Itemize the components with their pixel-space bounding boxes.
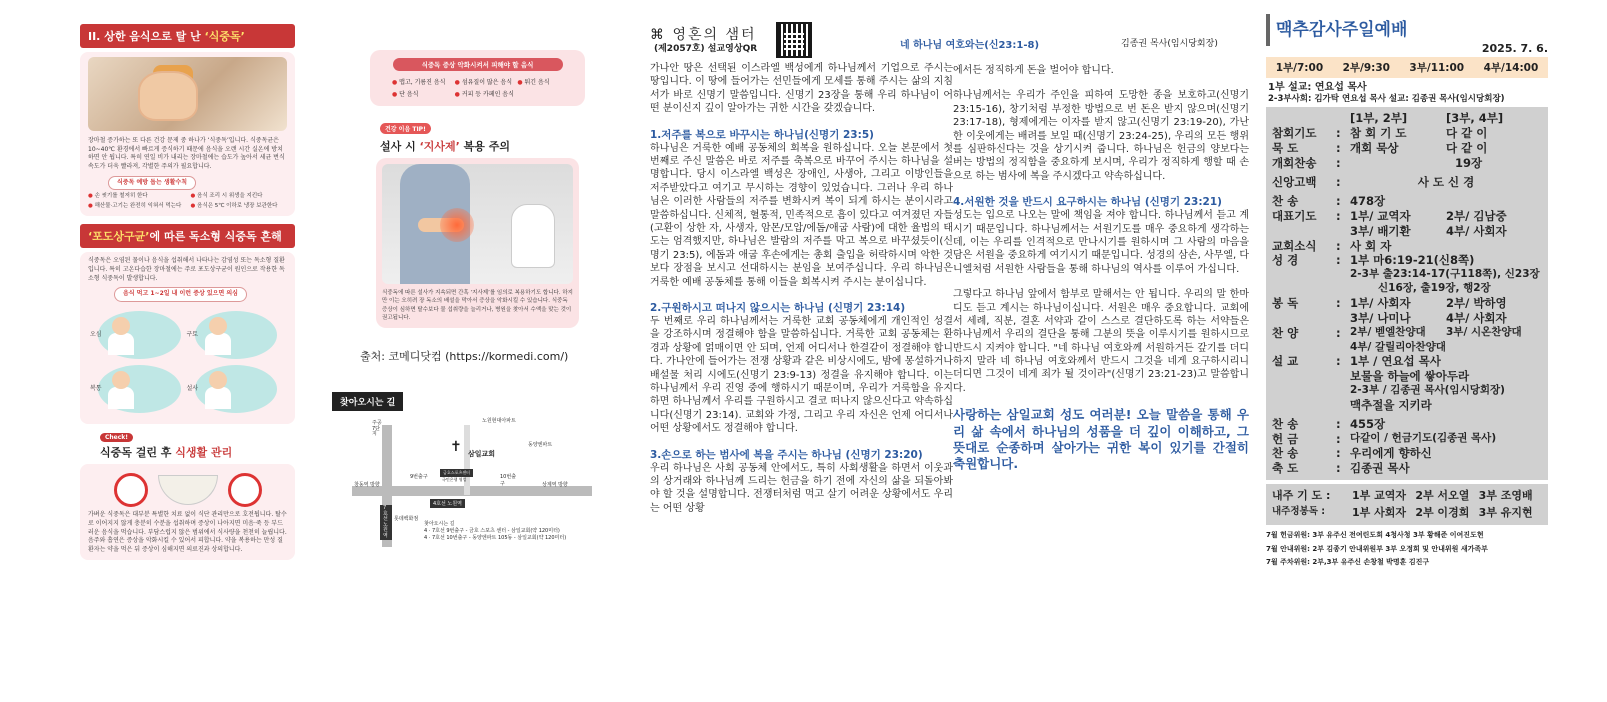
health-column-1 (80, 24, 295, 664)
staph-text: 식중독은 오염된 물이나 음식을 섭취해서 나타나는 감염성 또는 독소형 질환입니다. 특히 고온다습한 장마철에는 주로 포도상구균이 원인으로 작용한 독소형 식중독이 발생합니다. (88, 257, 285, 282)
section-title-staph: ‘포도상구균’에 따른 독소형 식중독 흔해 (80, 224, 295, 248)
sermon-paragraph: 두 번째로 우리 하나님께서는 거룩한 교회 공동체에게 개인적인 성결을 강조하시며 정결해야 함을 말씀하십니다. 거룩한 교회 공동체는 환경과 상황에 얽매이면 안 되며, 언제 어디서나 한결같이 정결해야 합니다. 가나안에 들어가는 전쟁 상황과 같은 비상시에도, 밤에 몽설하거나 배설물 처리 시에도(신명기 23:9-13) 정결을 유지해야 합니다. 이는 하나님께서 우리 진영 중에 행하시기 때문이며, 우리가 거룩함을 유지하면 하나님께서 우리를 구원하시고 결코 떠나지 않으신다고 약속하십니다(신명기 23:14). 교회와 가정, 그리고 우리 자신은 언제 어디서나 어떤 상황에서도 정결해야 합니다. (650, 315, 954, 435)
service-time: 3부/11:00 (1409, 62, 1465, 74)
avoid-food-box (370, 50, 585, 106)
avoid-item: ● 섬유질이 많은 음식 (455, 77, 515, 86)
service-time: 2부/9:30 (1342, 62, 1390, 74)
tip-badge: 건강 이음 TIP! (380, 123, 431, 134)
food-poisoning-box (80, 52, 295, 216)
sermon-heading-3: 3.손으로 하는 범사에 복을 주시는 하나님 (신명기 23:20) (650, 448, 923, 461)
tip-text: 식중독에 따른 설사가 지속되면 간혹 ‘지사제’를 임의로 복용하기도 합니다. 하지만 이는 오히려 장 독소의 배설을 막아서 증상을 악화시킬 수 있습니다. 식중독 증상이 심하면 탈수보다 물 섭취량을 늘리거나, 병원을 찾아서 수액을 맞는 것이 권고됩니다. (382, 290, 573, 321)
diet-title: 식중독 걸린 후 식생활 관리 (100, 446, 233, 460)
no-drink-icon (114, 473, 148, 507)
map-label: 9번출구 (410, 474, 428, 480)
rule-item: ● 해산물·고기는 완전히 익혀서 먹는다 (88, 203, 185, 211)
service-leaders: 1부 설교: 연요섭 목사 2-3부사회: 김가탁 연요섭 목사 설교: 김종권 목사(임시당회장) (1268, 82, 1505, 104)
food-poisoning-text: 장마철 증가하는 또 다른 건강 문제 중 하나가 ‘식중독’입니다. 식중독균은 10~40℃ 환경에서 빠르게 증식하기 때문에 음식을 오랜 시간 실온에 방치하면 안 됩니다. 특히 연일 비가 내리는 장마철에는 습도가 높아서 세균 번식 속도가 더욱 빨라져, 각별한 주의가 필요합니다. (88, 137, 285, 171)
sermon-paragraph: 성도는 입으로 나오는 말에 책임을 져야 합니다. 하나님께서 듣고 계시기 때문입니다. 하나님께서는 서원기도를 매우 중요하게 생각하는데, 이는 우리를 인격적으로 만나시기를 원하시며 그 사람의 마음을 담은 서원을 중요하게 여기시기 때문입니다. 성경의 삼손, 사무엘, 다니엘처럼 서원한 사람들을 통해 하나님의 역사를 이루어 가십니다. (953, 210, 1249, 275)
service-title: 맥추감사주일예배 (1266, 14, 1548, 46)
sermon-title: 네 하나님 여호와는(신23:1-8) (900, 40, 1040, 51)
closing-blessing: 사랑하는 삼일교회 성도 여러분! 오늘 말씀을 통해 우리 삶 속에서 하나님의 성품을 더 깊이 이해하고, 그 뜻대로 순종하며 살아가는 귀한 복이 있기를 간절히 축원합니다. (953, 407, 1249, 472)
staph-box (80, 252, 295, 424)
sermon-heading-2: 2.구원하시고 떠나지 않으시는 하나님 (신명기 23:14) (650, 301, 906, 314)
order-row: 성 경 : 1부 마6:19-21(신8쪽) (1272, 253, 1475, 268)
order-row: 신앙고백 : 사 도 신 경 (1272, 174, 1475, 189)
service-time: 1부/7:00 (1275, 62, 1324, 74)
diet-text: 가벼운 식중독은 대부분 특별한 치료 없이 식단 관리만으로 호전됩니다. 탈수로 이어지지 않게 충분히 수분을 섭취하며 증상이 나아지면 미음·죽 등 부드러운 음식을 먹습니다. 부담스럽지 않은 범위에서 식사량을 천천히 늘립니다. 음주와 흡연은 증상을 악화시킬 수 있어서 피합니다. 약을 복용하는 만성 질환자는 약을 먹은 뒤 증상이 심해지면 의료진과 상의합니다. (88, 511, 287, 553)
rule-item: ● 음식은 5℃ 이하로 냉장 보관한다 (191, 203, 288, 211)
symptom-grid (90, 311, 277, 413)
symptom-vomit-icon: 구토 (195, 311, 278, 359)
order-row: 묵 도 : 개회 묵상 다 같 이 (1272, 140, 1488, 155)
avoid-item: ● 맵고, 기름진 음식 (392, 77, 452, 86)
sermon-column-1 (650, 22, 953, 702)
service-time: 4부/14:00 (1483, 62, 1539, 74)
order-row: 찬 송 : 478장 (1272, 193, 1386, 208)
worship-order-column (1266, 14, 1548, 694)
sermon-heading-4: 4.서원한 것을 반드시 요구하시는 하나님 (신명기 23:21) (953, 196, 1222, 209)
avoid-item: ● 튀긴 음식 (517, 77, 577, 86)
diet-box (80, 464, 295, 559)
health-column-2 (340, 50, 585, 690)
volunteer-notes: 7월 헌금위원: 3부 유주신 전여린도희 4청사청 3부 황해준 이여진도현 7월 안내위원: 2부 김종기 안내위원부 3부 오정희 및 안내위원 새가족부 7월 주차위원: 2부,3부 유주신 손창철 박명훈 김진구 (1266, 531, 1488, 566)
next-week-box: 내주 기 도 : 1부 교역자 2부 서오열 3부 조영배 내주정봉독 : 1부 사회자 2부 이경희 3부 유지현 (1266, 484, 1548, 525)
avoid-food-title: 식중독 증상 악화시켜서 피해야 할 음식 (393, 58, 563, 71)
spoiled-food-photo (88, 57, 287, 131)
order-row: 찬 송 : 우리에게 향하신 (1272, 446, 1432, 461)
avoid-item: ● 커피 등 카페인 음식 (455, 89, 577, 98)
map-label: 롯데백화점 (394, 516, 419, 522)
preacher-name: 김종권 목사(임시당회장) (1121, 39, 1218, 49)
qr-code-icon[interactable] (776, 22, 812, 58)
check-badge: Check! (100, 433, 133, 442)
sermon-body-1 (650, 62, 953, 515)
diet-illustration (88, 469, 287, 511)
tip-box (376, 158, 579, 328)
map-label: 주공7단지 (372, 420, 382, 437)
order-row: 봉 독 : 1부/ 사회자 2부/ 박하영 (1272, 295, 1507, 310)
order-row: 참회기도 : 참 회 기 도 다 같 이 (1272, 125, 1488, 140)
diarrhea-photo (382, 164, 573, 284)
order-row: 대표기도 : 1부/ 교역자 2부/ 김남중 (1272, 208, 1507, 223)
directions: 찾아오시는 길 4 · 7호선 9번출구 - 금호 스포츠 센터 - 삼일교회(약 120미터) 4 · 7호선 10번출구 - 동양엔파트 105동 - 삼일교회(약 120미터) (424, 521, 567, 541)
order-row: 축 도 : 김종권 목사 (1272, 461, 1410, 476)
porridge-bowl-icon (158, 475, 218, 505)
map-station: 4호선 노원역 (430, 499, 465, 508)
map-label: 10번출구 (500, 474, 517, 487)
map-label: 동양엔파트 (528, 442, 553, 448)
map-label: 국민은행 영업 (442, 477, 467, 482)
order-row: 찬 송 : 455장 (1272, 416, 1386, 431)
service-times (1266, 57, 1548, 78)
church-cross-icon: ✝ (450, 439, 462, 455)
sermon-paragraph: 하나님께서는 우리가 주인을 피하여 도망한 종을 보호하고(신명기 23:15-16), 창기처럼 부정한 방법으로 번 돈은 받지 않으며(신명기 23:17-18), 형제에게는 이자를 받지 않고(신명기 23:19-20), 가난한 이웃에게는 배려를 보일 때(신명기 23:24-25), 우리의 모든 행위를 심판하신다는 것을 상기시켜 줍니다. 하나님은 헌금의 양보다는 버는 방법의 정직함을 중요하게 보시며, 우리가 정직하게 행할 때 손으로 하는 범사에 복을 주시겠다고 약속하십니다. (953, 90, 1249, 182)
symptom-diarrhea-icon: 설사 (195, 365, 278, 413)
church-map (332, 411, 592, 541)
order-of-worship: [1부, 2부] [3부, 4부] 참회기도 : 참 회 기 도 다 같 이 묵 도 : 개회 묵상 다 같 이 개회찬송 : 19장 신앙고백 : 사 도 신 경 찬 송 : 478장 대표기도 : 1부/ 교역자 2부/ 김남중 3부/ 배기환 4부/ 사회자 교회소식 : 사 회 자 성 경 : 1부 마6:19-21(신8쪽) 2-3부 출23:14-17(구118쪽), 신23장 신16장, 출19장, 행2장 봉 독 : 1부/ 사회자 2부/ 박하영 3부/ 나미나 4부/ 사회자 찬 양 : 2부/ 벧엘찬양대 3부/ 시온찬양대 4부/ 갈릴리아찬양대 설 교 : 1부 / 연요섭 목사 보물을 하늘에 쌓아두라 2-3부 / 김종권 목사(임시당회장) 맥추절을 지키라 찬 송 : 455장 헌 금 : 다같이 / 헌금기도(김종권 목사) 찬 송 : 우리에게 향하신 축 도 : 김종권 목사 (1266, 107, 1548, 480)
avoid-food-list (378, 77, 577, 98)
sermon-heading-1: 1.저주를 복으로 바꾸시는 하나님(신명기 23:5) (650, 128, 874, 141)
newsletter-logo: ⌘ 영혼의 샘터 (650, 27, 757, 43)
service-date: 2025. 7. 6. (1481, 42, 1548, 55)
source-credit: 출처: 코메디닷컴 (https://kormedi.com/) (360, 350, 569, 363)
order-row: 헌 금 : 다같이 / 헌금기도(김종권 목사) (1272, 431, 1497, 446)
sermon-intro: 가나안 땅은 선택된 이스라엘 백성에게 하나님께서 기업으로 주시는 땅입니다. 이 땅에 들어가는 선민들에게 모세를 통해 주시는 삶의 지침서가 바로 신명기 말씀입니다. 신명기 23장을 통해 우리 하나님이 어떤 분이신지 깊이 알아가는 귀한 시간을 갖겠습니다. (650, 63, 953, 115)
no-smoke-icon (228, 473, 262, 507)
order-row: 찬 양 : 2부/ 벧엘찬양대 3부/ 시온찬양대 (1272, 325, 1522, 340)
rules-list (88, 193, 287, 211)
map-label: 노원현대아파트 (482, 418, 516, 424)
map-church-label: 삼일교회 (468, 450, 496, 458)
map-label: 상계역 방향 (542, 482, 568, 488)
section-title-food-poisoning: II. 상한 음식으로 탈 난 ‘식중독’ (80, 24, 295, 48)
issue-number: (제2057호) 설교영상QR (654, 44, 758, 54)
map-station: 7호선 노원역 (380, 505, 392, 540)
symptom-title: 음식 먹고 1~2일 내 이런 증상 있으면 의심 (114, 287, 247, 302)
sermon-column-2 (900, 22, 1249, 702)
tip-title: 설사 시 ‘지사제’ 복용 주의 (380, 140, 510, 153)
rule-item: ● 음식 조리 시 위생을 지킨다 (191, 193, 288, 201)
rules-title: 식중독 예방 돕는 생활수칙 (108, 176, 196, 191)
map-label: 창동역 방향 (354, 482, 380, 488)
map-title: 찾아오시는 길 (332, 392, 403, 411)
order-row: 개회찬송 : 19장 (1272, 155, 1483, 170)
order-row: 교회소식 : 사 회 자 (1272, 238, 1392, 253)
sermon-paragraph: 에서든 정직하게 돈을 벌어야 합니다. (953, 65, 1114, 76)
sermon-paragraph: 하나님은 거룩한 예배 공동체의 회복을 원하십니다. 오늘 본문에서 첫 번째로 주신 말씀은 바로 저주를 축복으로 바꾸어 주시는 하나님을 설명합니다. 당시 이스라엘 백성은 장애인, 사생아, 그리고 이방인들을 저주받았다고 여기고 무시하는 경향이 있었습니다. 그러나 우리 하나님은 이러한 사람들의 저주를 변화시켜 복이 되게 하시는 분이시라고 말씀하십니다. 신체적, 혈통적, 민족적으로 흠이 있다고 여겨졌던 자들(고환이 상한 자, 사생자, 암몬/모압/에돔/애굽 사람)에 대한 율법의 태도는 엄격했지만, 하나님은 발람의 저주를 막고 복으로 바꾸셨듯이(신명기 23:5), 에돔과 애굽 후손에게는 총회 출입을 허락하시며 악한 것보다 장점을 보시고 선대하시는 분임을 보여주십니다. 우리 하나님은 거룩한 예배 공동체를 통해 이들을 회복시켜 주시는 분이십니다. (650, 142, 953, 288)
avoid-item: ● 단 음식 (392, 89, 452, 98)
sermon-paragraph: 우리 하나님은 사회 공동체 안에서도, 특히 사회생활을 하면서 이웃과의 상거래와 하나님께 드리는 헌금을 하기 전에 자신의 삶을 되돌아봐야 할 것을 설명합니다. 전쟁터처럼 먹고 살기 어려운 상황에서도 우리는 어떤 상황 (650, 462, 953, 514)
rule-item: ● 손 씻기를 철저히 한다 (88, 193, 185, 201)
order-row: 설 교 : 1부 / 연요섭 목사 (1272, 354, 1441, 369)
sermon-paragraph: 그렇다고 하나님 앞에서 함부로 말해서는 안 됩니다. 우리의 말 한마디도 듣고 계시는 하나님이십니다. 서원은 매우 중요합니다. 교회에서 세례, 직분, 결혼 서약과 같이 스스로 결단하도록 하는 서약들은 하나님께서 우리의 결단을 통해 그분의 뜻을 이루시기를 원하시므로 반드시 지켜야 합니다. "네 하나님 여호와께 서원하거든 갚기를 더디하지 말라 네 하나님 여호와께서 반드시 그것을 네게 요구하시리니 더디면 그것이 네게 죄가 될 것이라"(신명기 23:21-23)고 말씀합니다. (953, 289, 1249, 394)
symptom-nausea-icon: 오심 (98, 311, 181, 359)
sermon-body-2 (953, 64, 1249, 472)
symptom-pain-icon: 복통 (98, 365, 181, 413)
map-label: 금호스포츠센터 (440, 469, 473, 477)
